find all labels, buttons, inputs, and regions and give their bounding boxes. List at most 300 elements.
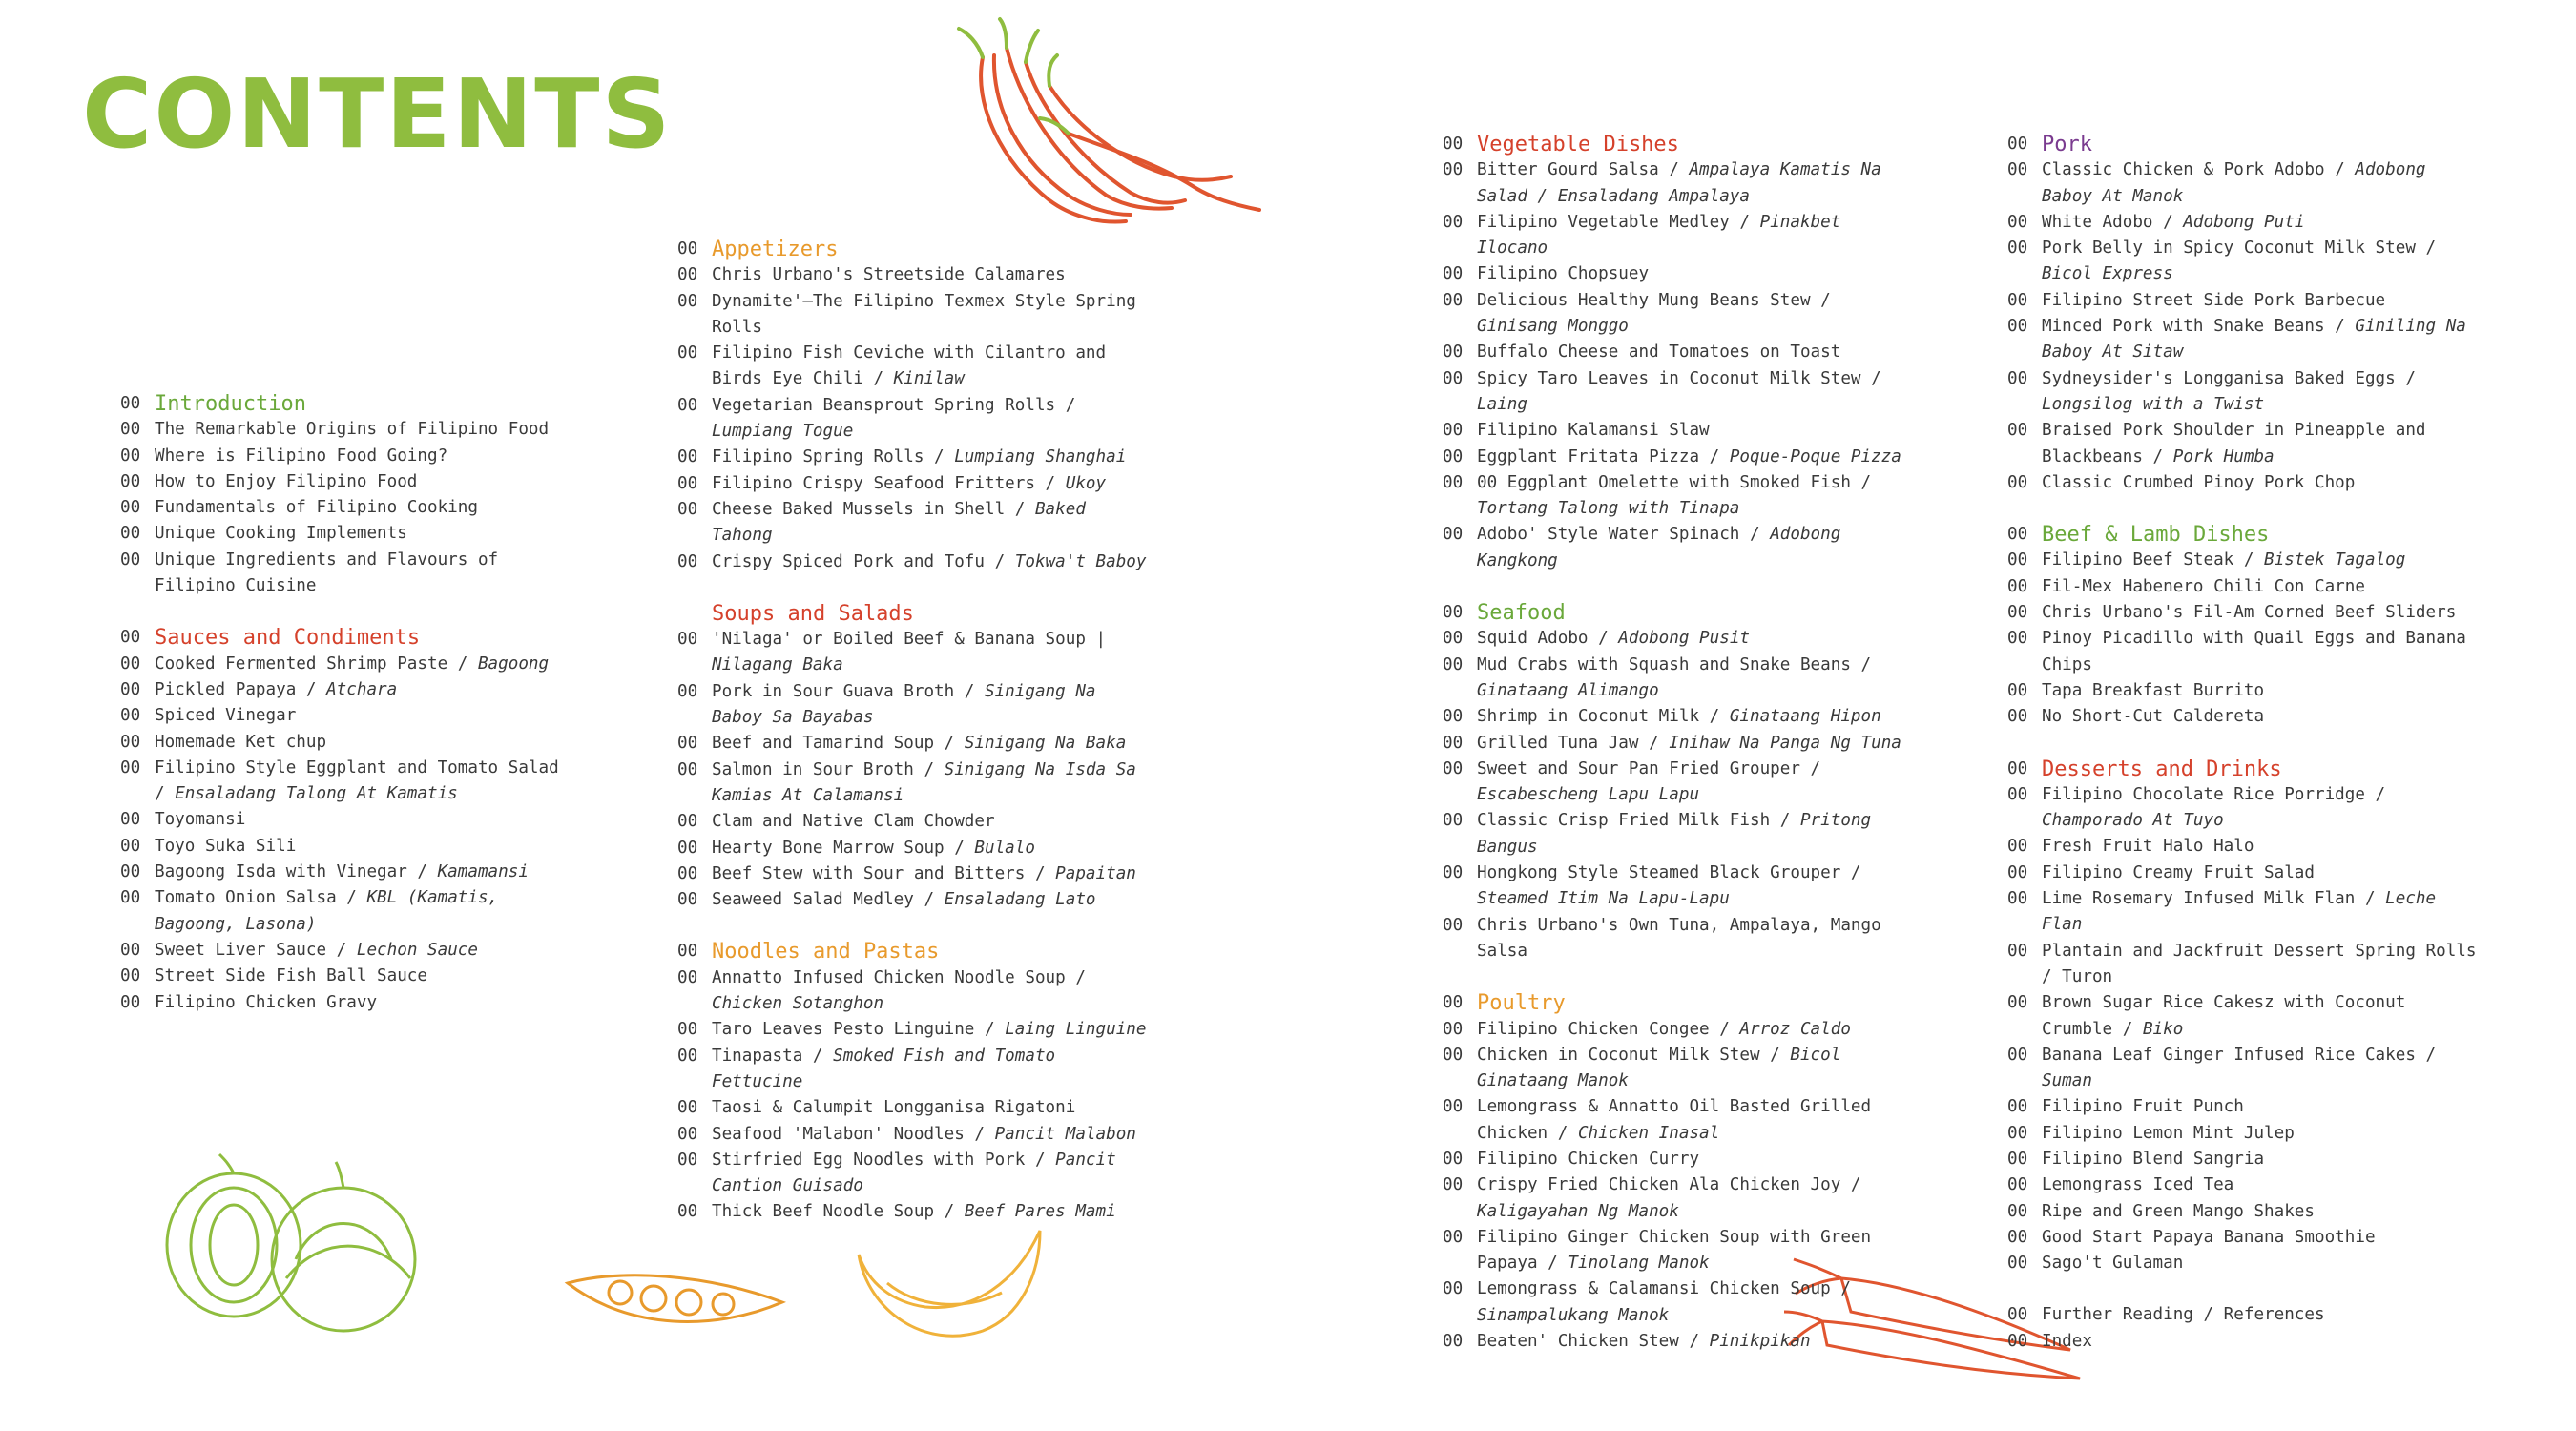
entry-title: [155, 756, 578, 808]
entry-title: [2042, 600, 2484, 626]
toc-entry[interactable]: [1443, 366, 1920, 419]
toc-entry[interactable]: [2007, 939, 2484, 991]
entry-text: Brown Sugar Rice Cakesz with Coconut Crumble /: [2042, 993, 2406, 1039]
entry-text: Classic Crumbed Pinoy Pork Chop: [2042, 472, 2356, 492]
page-number: 00: [2007, 1331, 2028, 1351]
toc-entry[interactable]: [677, 757, 1154, 810]
toc-entry[interactable]: [1443, 1329, 1920, 1355]
entry-title: [2042, 704, 2484, 730]
toc-entry[interactable]: [677, 393, 1154, 446]
toc-entry[interactable]: [677, 731, 1154, 757]
toc-entry[interactable]: [677, 861, 1154, 887]
entry-title: [155, 417, 578, 443]
toc-entry[interactable]: [677, 679, 1154, 732]
section-heading: [120, 625, 578, 651]
entry-filipino-name: Ginataang Hipon: [1729, 707, 1881, 727]
entry-title: [712, 757, 1154, 810]
page-number: 00: [677, 759, 698, 779]
entry-filipino-name: Biko: [2142, 1019, 2184, 1039]
toc-entry[interactable]: [677, 1095, 1154, 1121]
toc-entry[interactable]: [677, 1017, 1154, 1043]
entry-text: Buffalo Cheese and Tomatoes on Toast: [1477, 342, 1841, 363]
entry-title: [712, 836, 1154, 861]
section-title: Introduction: [155, 392, 306, 416]
page-number: 00: [2007, 1045, 2028, 1065]
toc-entry[interactable]: [1443, 261, 1920, 287]
entry-title: [155, 703, 578, 729]
entry-title: [155, 677, 578, 703]
entry-text: Delicious Healthy Mung Beans Stew /: [1477, 290, 1831, 310]
toc-entry[interactable]: [1443, 731, 1920, 757]
page-number: 00: [2007, 837, 2028, 857]
page-number: 00: [120, 524, 141, 544]
page-number: 00: [2007, 603, 2028, 623]
entry-text: Minced Pork with Snake Beans /: [2042, 317, 2356, 337]
page-number: 00: [2007, 238, 2028, 259]
toc-entry[interactable]: [677, 809, 1154, 835]
toc-entry[interactable]: [1443, 1147, 1920, 1172]
entry-text: Thick Beef Noodle Soup /: [712, 1202, 965, 1222]
toc-entry[interactable]: [1443, 445, 1920, 470]
toc-entry[interactable]: [2007, 782, 2484, 835]
entry-text: Filipino Creamy Fruit Salad: [2042, 862, 2315, 882]
toc-entry[interactable]: [677, 471, 1154, 497]
entry-title: [2042, 626, 2484, 678]
toc-entry[interactable]: [677, 887, 1154, 913]
entry-text: Chicken in Coconut Milk Stew /: [1477, 1045, 1791, 1065]
page-number: 00: [677, 942, 698, 962]
section-heading: [2007, 522, 2484, 548]
page-number: 00: [2007, 758, 2028, 778]
page-number: 00: [2007, 1227, 2028, 1247]
entry-text: White Adobo /: [2042, 212, 2184, 232]
page-number: 00: [120, 394, 141, 413]
toc-entry[interactable]: [2007, 1147, 2484, 1172]
page-number: 00: [120, 966, 141, 986]
toc-entry[interactable]: [1443, 704, 1920, 730]
toc-entry[interactable]: [1443, 340, 1920, 365]
entry-text: Shrimp in Coconut Milk /: [1477, 707, 1730, 727]
page-number: 00: [677, 473, 698, 493]
entry-filipino-name: Pritong Bangus: [1477, 811, 1872, 857]
toc-entry[interactable]: [2007, 418, 2484, 470]
toc-entry[interactable]: [2007, 236, 2484, 288]
page-number: 00: [1443, 212, 1464, 232]
toc-entry[interactable]: [120, 521, 578, 547]
entry-title: [155, 652, 578, 677]
entry-title: [712, 887, 1154, 913]
toc-entry[interactable]: [2007, 157, 2484, 210]
entry-title: [2042, 418, 2484, 470]
entry-text: Sweet Liver Sauce /: [155, 940, 357, 960]
page-number: 00: [1443, 472, 1464, 492]
entry-text: Bitter Gourd Salsa /: [1477, 160, 1690, 180]
page-number: 00: [2007, 1123, 2028, 1143]
toc-entry[interactable]: [677, 445, 1154, 470]
toc-entry[interactable]: [120, 495, 578, 521]
entry-text: Fil-Mex Habenero Chili Con Carne: [2042, 576, 2365, 596]
entry-title: [1477, 1094, 1920, 1147]
toc-entry[interactable]: [1443, 1043, 1920, 1095]
toc-entry[interactable]: [1443, 626, 1920, 652]
toc-entry[interactable]: [677, 1044, 1154, 1096]
entry-text: Vegetarian Beansprout Spring Rolls /: [712, 395, 1076, 415]
entry-text: Sago't Gulaman: [2042, 1254, 2184, 1274]
entry-title: [1477, 808, 1920, 861]
pea-pod-illustration: [563, 1264, 792, 1340]
toc-entry[interactable]: [1443, 1017, 1920, 1043]
toc-entry[interactable]: [1443, 913, 1920, 965]
toc-entry[interactable]: [2007, 288, 2484, 314]
toc-section: [2007, 132, 2484, 496]
entry-title: [2042, 366, 2484, 419]
entry-title: [1477, 1017, 1920, 1043]
page-number: 00: [2007, 550, 2028, 570]
entry-text: Hongkong Style Steamed Black Grouper /: [1477, 863, 1861, 883]
entry-filipino-name: Tinolang Manok: [1568, 1254, 1710, 1274]
entry-text: Seaweed Salad Medley /: [712, 890, 945, 910]
toc-entry[interactable]: [1443, 470, 1920, 523]
entry-title: [1477, 1172, 1920, 1225]
page-number: 00: [2007, 421, 2028, 441]
toc-entry[interactable]: [2007, 1251, 2484, 1276]
entry-title: [2042, 990, 2484, 1043]
chili-peppers-illustration: [916, 19, 1278, 238]
entry-text: Grilled Tuna Jaw /: [1477, 733, 1670, 753]
toc-entry[interactable]: [1443, 210, 1920, 262]
page-number: 00: [1443, 603, 1464, 623]
page-number: 00: [677, 395, 698, 415]
page-number: 00: [1443, 915, 1464, 935]
entry-filipino-name: Kinilaw: [893, 369, 965, 389]
page-number: 00: [2007, 889, 2028, 909]
entry-text: Taro Leaves Pesto Linguine /: [712, 1020, 1006, 1040]
page-number: 00: [1443, 525, 1464, 545]
page-number: 00: [2007, 1149, 2028, 1169]
entry-title: [155, 885, 578, 938]
toc-entry[interactable]: [120, 703, 578, 729]
page-number: 00: [2007, 160, 2028, 180]
toc-entry[interactable]: [677, 289, 1154, 342]
page-number: 00: [677, 551, 698, 571]
entry-text: Salmon in Sour Broth /: [712, 759, 945, 779]
toc-column-1: [120, 391, 578, 1042]
toc-entry[interactable]: [2007, 600, 2484, 626]
entry-title: [2042, 782, 2484, 835]
entry-text: Cheese Baked Mussels in Shell /: [712, 499, 1035, 519]
toc-entry[interactable]: [2007, 366, 2484, 419]
toc-entry[interactable]: [120, 990, 578, 1016]
toc-entry[interactable]: [1443, 861, 1920, 913]
entry-text: Banana Leaf Ginger Infused Rice Cakes /: [2042, 1045, 2437, 1065]
toc-entry[interactable]: [120, 938, 578, 964]
section-heading: [677, 939, 1154, 964]
entry-title: [155, 807, 578, 833]
entry-title: [2042, 574, 2484, 600]
entry-title: [1477, 861, 1920, 913]
page-number: 00: [677, 1150, 698, 1170]
page-number: 00: [2007, 1201, 2028, 1221]
entry-title: [2042, 886, 2484, 939]
toc-column-4: [2007, 132, 2484, 1380]
toc-entry[interactable]: [677, 627, 1154, 679]
entry-title: [712, 1148, 1154, 1200]
page-number: 00: [677, 967, 698, 987]
entry-title: [712, 471, 1154, 497]
entry-filipino-name: Tortang Talong with Tinapa: [1477, 499, 1740, 519]
page-number: 00: [1443, 863, 1464, 883]
entry-text: How to Enjoy Filipino Food: [155, 471, 418, 491]
entry-filipino-name: Adobong Pusit: [1618, 629, 1750, 649]
page-number: 00: [120, 653, 141, 674]
entry-text: Unique Ingredients and Flavours of Filipino Cuisine: [155, 550, 499, 596]
page-number: 00: [2007, 993, 2028, 1013]
page-number: 00: [677, 630, 698, 650]
toc-entry[interactable]: [2007, 704, 2484, 730]
toc-entry[interactable]: [2007, 834, 2484, 860]
entry-text: Mud Crabs with Squash and Snake Beans /: [1477, 654, 1872, 674]
entry-title: [155, 469, 578, 495]
toc-entry[interactable]: [2007, 990, 2484, 1043]
toc-entry[interactable]: [2007, 886, 2484, 939]
toc-entry[interactable]: [2007, 210, 2484, 236]
toc-entry[interactable]: [677, 262, 1154, 288]
entry-title: [712, 1199, 1154, 1225]
toc-entry[interactable]: [2007, 1121, 2484, 1147]
entry-title: [155, 730, 578, 756]
entry-title: [712, 861, 1154, 887]
entry-filipino-name: Chicken Sotanghon: [712, 994, 884, 1014]
page-number: 00: [677, 1046, 698, 1066]
page-number: 00: [1443, 1332, 1464, 1352]
toc-entry[interactable]: [2007, 678, 2484, 704]
toc-entry[interactable]: [677, 1148, 1154, 1200]
toc-entry[interactable]: [1443, 1276, 1920, 1329]
entry-filipino-name: Atchara: [326, 679, 398, 699]
toc-entry[interactable]: [2007, 1225, 2484, 1251]
page-number: 00: [120, 446, 141, 466]
entry-title: [1477, 157, 1920, 210]
entry-text: Pickled Papaya /: [155, 679, 327, 699]
page-number: 00: [1443, 1149, 1464, 1169]
toc-entry[interactable]: [120, 677, 578, 703]
entry-title: [155, 860, 578, 885]
entry-title: [712, 393, 1154, 446]
page-number: 00: [120, 810, 141, 830]
entry-title: [2042, 678, 2484, 704]
toc-entry[interactable]: [120, 756, 578, 808]
page-number: 00: [2007, 317, 2028, 337]
toc-entry[interactable]: [120, 417, 578, 443]
entry-title: [2042, 236, 2484, 288]
toc-entry[interactable]: [120, 807, 578, 833]
page-number: 00: [120, 888, 141, 908]
toc-entry[interactable]: [120, 652, 578, 677]
page-number: 00: [1443, 1045, 1464, 1065]
entry-text: Good Start Papaya Banana Smoothie: [2042, 1227, 2376, 1247]
entry-filipino-name: Bicol Ginataang Manok: [1477, 1045, 1841, 1091]
entry-text: Classic Crisp Fried Milk Fish /: [1477, 811, 1800, 831]
toc-entry[interactable]: [2007, 1329, 2484, 1355]
toc-entry[interactable]: [1443, 1225, 1920, 1277]
entry-text: Pork in Sour Guava Broth /: [712, 681, 985, 701]
entry-title: [2042, 1329, 2484, 1355]
entry-filipino-name: Ginataang Alimango: [1477, 680, 1659, 700]
toc-section: [120, 625, 578, 1015]
entry-text: Lemongrass & Calamansi Chicken Soup /: [1477, 1279, 1851, 1299]
toc-column-2: [677, 237, 1154, 1252]
page-number: 00: [677, 265, 698, 285]
toc-entry[interactable]: [2007, 861, 2484, 886]
toc-entry[interactable]: [677, 1199, 1154, 1225]
toc-entry[interactable]: [677, 341, 1154, 393]
page-number: 00: [1443, 811, 1464, 831]
toc-entry[interactable]: [1443, 1172, 1920, 1225]
entry-text: Beef and Tamarind Soup /: [712, 734, 965, 754]
entry-title: [712, 445, 1154, 470]
toc-entry[interactable]: [2007, 1302, 2484, 1328]
entry-title: [712, 627, 1154, 679]
toc-entry[interactable]: [120, 469, 578, 495]
entry-title: [155, 964, 578, 989]
entry-text: Unique Cooking Implements: [155, 524, 407, 544]
entry-title: [1477, 1329, 1920, 1355]
entry-title: [1477, 704, 1920, 730]
toc-entry[interactable]: [1443, 157, 1920, 210]
page-number: 00: [677, 890, 698, 910]
entry-filipino-name: Poque-Poque Pizza: [1729, 446, 1901, 467]
entry-text: Filipino Vegetable Medley /: [1477, 212, 1760, 232]
entry-filipino-name: Ensaladang Talong At Kamatis: [175, 784, 458, 804]
toc-section: [2007, 757, 2484, 1277]
entry-title: [1477, 1225, 1920, 1277]
toc-entry[interactable]: [120, 730, 578, 756]
toc-entry[interactable]: [2007, 1043, 2484, 1095]
toc-entry[interactable]: [2007, 314, 2484, 366]
entry-filipino-name: Escabescheng Lapu Lapu: [1477, 785, 1700, 805]
section-heading: [1443, 990, 1920, 1016]
entry-title: [1477, 626, 1920, 652]
page-number: 00: [677, 863, 698, 883]
toc-entry[interactable]: [120, 548, 578, 600]
toc-entry[interactable]: [2007, 1094, 2484, 1120]
section-title: Vegetable Dishes: [1477, 133, 1679, 156]
entry-text: Filipino Lemon Mint Julep: [2042, 1123, 2295, 1143]
entry-title: [712, 1095, 1154, 1121]
toc-entry[interactable]: [2007, 470, 2484, 496]
entry-title: [2042, 1172, 2484, 1198]
entry-title: [1477, 288, 1920, 341]
page-number: 00: [2007, 525, 2028, 545]
page-number: 00: [677, 499, 698, 519]
entry-text: Tinapasta /: [712, 1046, 834, 1066]
entry-text: Filipino Street Side Pork Barbecue: [2042, 290, 2386, 310]
toc-entry[interactable]: [120, 964, 578, 989]
entry-filipino-name: Pork Humba: [2172, 446, 2275, 467]
toc-entry[interactable]: [2007, 574, 2484, 600]
entry-text: Lemongrass Iced Tea: [2042, 1175, 2234, 1195]
entry-text: Beef Stew with Sour and Bitters /: [712, 863, 1056, 883]
toc-entry[interactable]: [1443, 288, 1920, 341]
entry-filipino-name: Ukoy: [1065, 473, 1107, 493]
page-title: CONTENTS: [82, 58, 673, 170]
entry-filipino-name: Lumpiang Shanghai: [954, 447, 1127, 467]
page-number: 00: [2007, 629, 2028, 649]
toc-section: [2007, 522, 2484, 730]
toc-entry[interactable]: [1443, 522, 1920, 574]
page-number: 00: [2007, 576, 2028, 596]
entry-text: Street Side Fish Ball Sauce: [155, 966, 427, 986]
section-title: Poultry: [1477, 991, 1566, 1016]
entry-filipino-name: Beef Pares Mami: [964, 1202, 1116, 1222]
page-number: 00: [120, 471, 141, 491]
toc-entry[interactable]: [120, 444, 578, 469]
entry-text: Crispy Fried Chicken Ala Chicken Joy /: [1477, 1175, 1861, 1195]
entry-title: [712, 1122, 1154, 1148]
entry-text: Dynamite'—The Filipino Texmex Style Spring Rolls: [712, 291, 1136, 337]
page-number: 00: [2007, 212, 2028, 232]
toc-entry[interactable]: [2007, 626, 2484, 678]
onion-illustration: [153, 1154, 439, 1345]
toc-entry[interactable]: [1443, 418, 1920, 444]
entry-filipino-name: Pancit Malabon: [994, 1124, 1136, 1144]
toc-entry[interactable]: [2007, 1199, 2484, 1225]
toc-entry[interactable]: [120, 885, 578, 938]
toc-entry[interactable]: [1443, 1094, 1920, 1147]
toc-entry[interactable]: [1443, 757, 1920, 809]
toc-entry[interactable]: [677, 965, 1154, 1018]
toc-entry[interactable]: [2007, 548, 2484, 573]
toc-section: [1443, 132, 1920, 574]
entry-filipino-name: Lumpiang Togue: [712, 422, 854, 442]
entry-text: No Short-Cut Caldereta: [2042, 707, 2265, 727]
entry-text: Clam and Native Clam Chowder: [712, 812, 995, 832]
entry-title: [2042, 1251, 2484, 1276]
toc-entry[interactable]: [677, 1122, 1154, 1148]
entry-title: [1477, 757, 1920, 809]
toc-entry[interactable]: [677, 497, 1154, 550]
entry-filipino-name: Arroz Caldo: [1739, 1019, 1851, 1039]
page-number: 00: [1443, 264, 1464, 284]
page-number: 00: [677, 1098, 698, 1118]
page-number: 00: [120, 550, 141, 570]
entry-filipino-name: Longsilog with a Twist: [2042, 394, 2265, 414]
toc-entry[interactable]: [120, 834, 578, 860]
entry-filipino-name: Bicol Express: [2042, 264, 2173, 284]
page-number: 00: [677, 1020, 698, 1040]
entry-text: Filipino Chopsuey: [1477, 264, 1650, 284]
entry-text: Spiced Vinegar: [155, 706, 297, 726]
toc-entry[interactable]: [2007, 1172, 2484, 1198]
toc-entry[interactable]: [1443, 808, 1920, 861]
entry-text: Lime Rosemary Infused Milk Flan /: [2042, 889, 2386, 909]
toc-entry[interactable]: [677, 550, 1154, 575]
entry-title: [2042, 1094, 2484, 1120]
toc-entry[interactable]: [120, 860, 578, 885]
page-number: 00: [2007, 135, 2028, 154]
entry-text: Toyo Suka Sili: [155, 836, 297, 856]
entry-filipino-name: Kamamansi: [437, 862, 529, 882]
section-title: Noodles and Pastas: [712, 940, 940, 964]
page-number: 00: [677, 343, 698, 363]
entry-text: Toyomansi: [155, 810, 246, 830]
toc-entry[interactable]: [677, 836, 1154, 861]
entry-text: Pork Belly in Spicy Coconut Milk Stew /: [2042, 238, 2437, 259]
toc-entry[interactable]: [1443, 653, 1920, 705]
entry-title: [2042, 861, 2484, 886]
entry-filipino-name: Adobong Baboy At Manok: [2042, 160, 2426, 206]
entry-text: Bagoong Isda with Vinegar /: [155, 862, 438, 882]
